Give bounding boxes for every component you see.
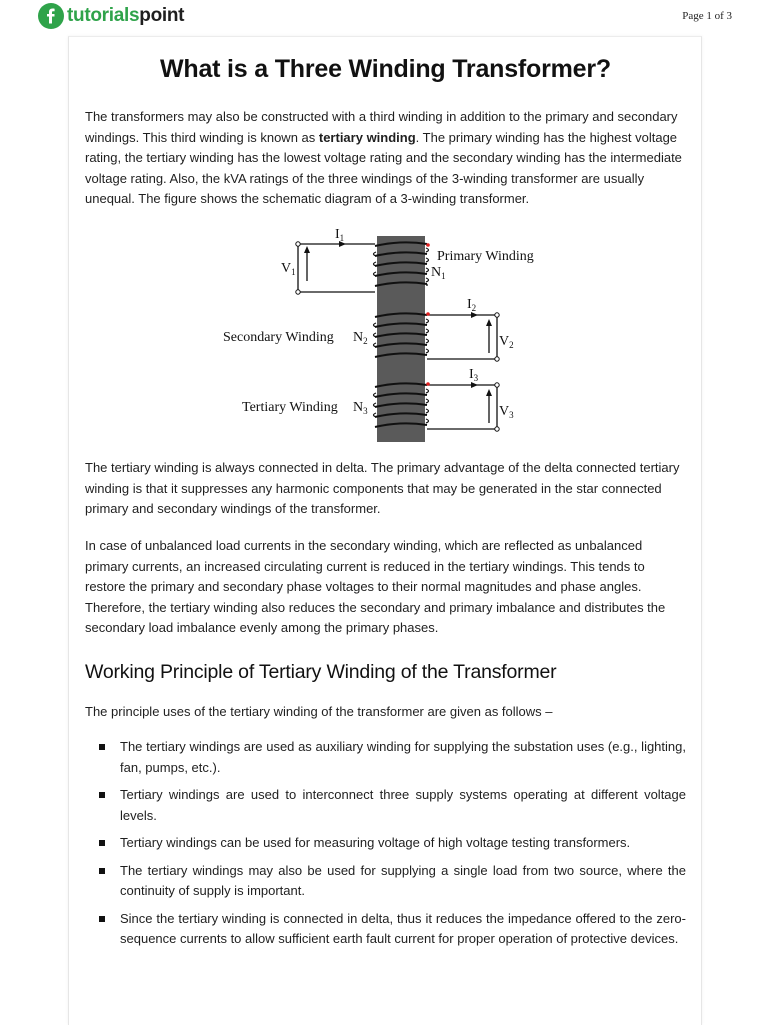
label-i2: $I_2$ [467,297,477,313]
intro-bold-term: tertiary winding [318,129,416,145]
v1-arrowhead [304,246,310,253]
page-title: What is a Three Winding Transformer? [160,55,611,83]
logo-text-point: point [139,5,185,26]
v3-arrowhead [486,389,492,396]
bullet-square-icon [99,868,105,874]
tutorialspoint-logo-icon [38,3,64,29]
list-item-text: The tertiary windings may also be used for supplying a single load from two source, where the continuity of supply is important. [120,862,686,898]
intro-paragraph [85,107,686,210]
label-n1: $N_1$ [431,265,446,281]
list-item-text: Tertiary windings can be used for measuring voltage of high voltage testing transformers. [120,835,631,850]
logo-wordmark [67,5,184,27]
label-i3: $I_3$ [469,367,479,383]
list-item-text: Tertiary windings are used to interconnect three supply systems operating at different voltage levels. [120,787,686,823]
tertiary-polarity-dot [426,382,430,386]
list-item [85,909,686,950]
section-heading: Working Principle of Tertiary Winding of the Transformer [85,661,557,683]
list-item-text: Since the tertiary winding is connected in delta, thus it reduces the impedance offered to the zero-sequence currents to allow sufficient earth fault current for proper operation of protective devices. [120,910,686,946]
list-item-text: The tertiary windings are used as auxiliary winding for supplying the substation uses (e.g., lighting, fan, pumps, etc.). [120,739,686,775]
page-number: Page 1 of 3 [682,10,732,22]
transformer-core [377,236,425,442]
list-item [85,833,686,854]
three-winding-transformer-diagram [215,225,555,445]
primary-terminal-bottom [296,290,300,294]
list-item [85,737,686,778]
tutorialspoint-logo[interactable] [38,3,184,29]
secondary-terminal-bottom [495,357,499,361]
label-n2: $N_2$ [353,330,368,346]
page-header [0,0,768,34]
tertiary-terminal-top [495,383,499,387]
list-item [85,785,686,826]
unbalanced-load-paragraph: In case of unbalanced load currents in the secondary winding, which are reflected as unbalanced primary currents, an increased circulating current is reduced in the tertiary windings. This tends to restore the primary and secondary phase voltages to their normal magnitudes and phase angles. Therefore, the tertiary winding also reduces the secondary and primary imbalance and distributes the secondary load imbalance evenly among the primary phases. [85,538,666,635]
uses-intro-paragraph: The principle uses of the tertiary winding of the transformer are given as follows – [85,704,553,719]
article-card [68,36,702,1025]
logo-text-tutorials: tutorials [67,5,140,26]
v2-arrowhead [486,319,492,326]
label-v1: $V_1$ [281,261,296,277]
primary-terminal-top [296,242,300,246]
label-i1: $I_1$ [335,227,345,243]
label-tertiary-winding: Tertiary Winding [242,400,338,415]
bullet-square-icon [99,916,105,922]
list-item [85,861,686,902]
secondary-circuit [427,315,497,359]
bullet-square-icon [99,792,105,798]
intro-text-end: . The primary winding has the highest voltage rating, the tertiary winding has the lowest voltage rating and the secondary winding has the intermediate voltage rating. Also, the kVA ratings of the three windings of the 3-winding transformer are usually unequal. The figure shows the schematic diagram of a 3-winding transformer. [85,129,682,206]
tertiary-terminal-bottom [495,427,499,431]
uses-list [85,737,686,957]
label-v2: $V_2$ [499,334,514,350]
label-n3: $N_3$ [353,400,368,416]
bullet-square-icon [99,840,105,846]
primary-polarity-dot [426,243,430,247]
tertiary-circuit [427,385,497,429]
delta-paragraph: The tertiary winding is always connected in delta. The primary advantage of the delta connected tertiary winding is that it suppresses any harmonic components that may be generated in the star connected primary and secondary windings of the transformer. [85,460,680,516]
intro-text-start: The transformers may also be constructed with a third winding in addition to the primary and secondary windings. This third winding is known as [85,109,678,145]
label-primary-winding: Primary Winding [437,249,534,264]
label-secondary-winding: Secondary Winding [223,330,334,345]
secondary-terminal-top [495,313,499,317]
label-v3: $V_3$ [499,404,514,420]
secondary-polarity-dot [426,312,430,316]
bullet-square-icon [99,744,105,750]
